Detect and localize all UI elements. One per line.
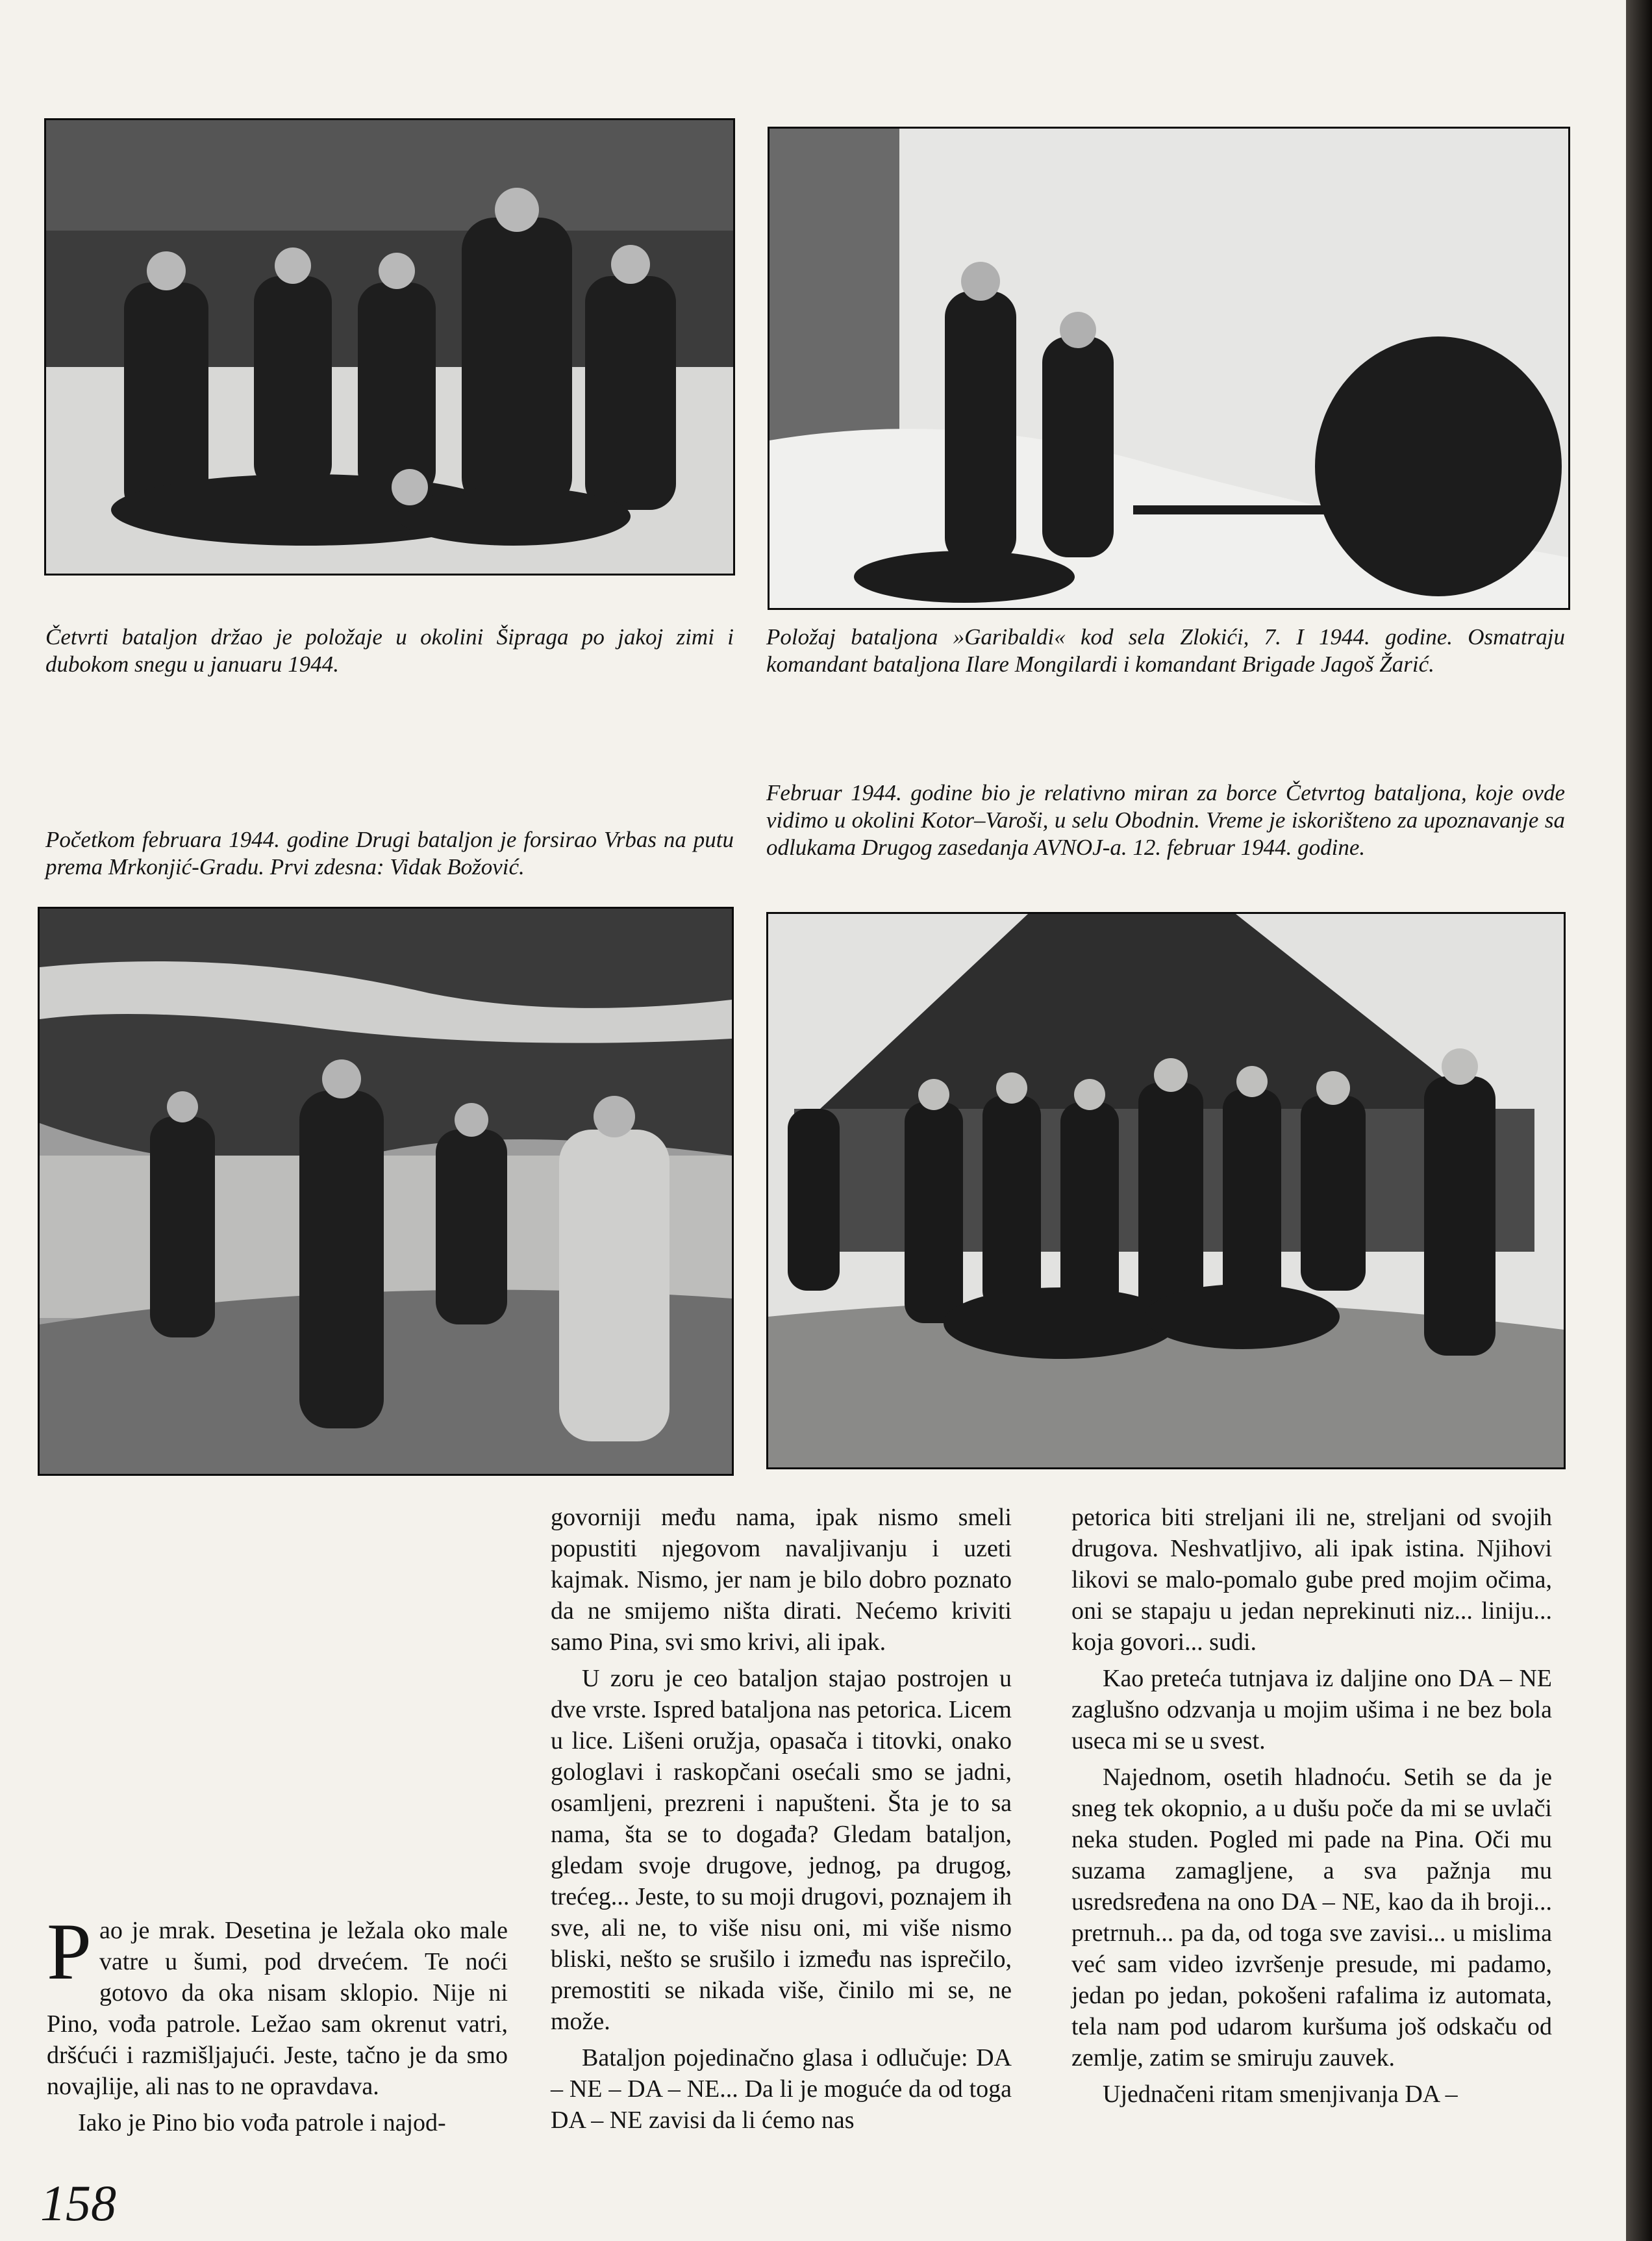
paragraph: U zoru je ceo bataljon stajao postrojen u dve vrste. Ispred bataljona nas petorica. Licem u lice. Lišeni oružja, opasača i titovki, onako gologlavi i raskopčani osećali smo se jadni, osamljeni, prezreni i napušteni. Šta je to sa nama, šta se to događa? Gledam bataljon, gledam svoje drugove, jednog, pa drugog, trećeg... Jeste, to su moji drugovi, poznajem ih sve, ali ne, to više nisu oni, mi više nismo bliski, nešto se srušilo i između nas isprečilo, premostiti se nikada više, činilo mi se, ne može. (551, 1665, 1012, 2035)
caption-top-left: Četvrti bataljon držao je položaje u okolini Šipraga po jakoj zimi i dubokom snegu u januaru 1944. (45, 624, 734, 677)
caption-mid-left: Početkom februara 1944. godine Drugi bataljon je forsirao Vrbas na putu prema Mrkonjić-Gradu. Prvi zdesna: Vidak Božović. (45, 827, 734, 880)
page-number: 158 (40, 2175, 116, 2231)
paragraph: govorniji među nama, ipak nismo smeli popustiti njegovom navaljivanju i uzeti kajmak. Nismo, jer nam je bilo dobro poznato da ne smijemo ništa dirati. Nećemo kriviti samo Pina, svi smo krivi, ali ipak. (551, 1504, 1012, 1656)
caption-mid-right: Februar 1944. godine bio je relativno miran za borce Četvrtog bataljona, koje ovde vidimo u okolini Kotor–Varoši, u selu Obodnin. Vreme je iskorišteno za upoznavanje sa odlukama Drugog zasedanja AVNOJ-a. 12. februar 1944. godine. (766, 780, 1565, 860)
photo-battalion-snow (44, 118, 735, 576)
paragraph: Iako je Pino bio vođa patrole i najod- (78, 2109, 446, 2136)
photo-garibaldi-position (768, 127, 1570, 610)
paragraph: Bataljon pojedinačno glasa i odlučuje: DA – NE – DA – NE... Da li je moguće da od toga DA – NE zavisi da li ćemo nas (551, 2044, 1012, 2134)
photo-vrbas-crossing (38, 907, 734, 1476)
paragraph: petorica biti streljani ili ne, streljani od svojih drugova. Neshvatljivo, ali ipak istina. Njihovi likovi se malo-pomalo gube pred mojim očima, oni se stapaju u jedan neprekinuti niz... liniju... koja govori... sudi. (1071, 1504, 1552, 1656)
text-column-3 (1071, 1502, 1552, 2115)
caption-top-right: Položaj bataljona »Garibaldi« kod sela Zlokići, 7. I 1944. godine. Osmatraju komandant bataljona Ilare Mongilardi i komandant Brigade Jagoš Žarić. (766, 624, 1565, 677)
paragraph: Kao preteća tutnjava iz daljine ono DA – NE zaglušno odzvanja u mojim ušima i ne bez bola useca mi se u svest. (1071, 1665, 1552, 1754)
text-column-1 (47, 1907, 508, 2144)
paragraph: Najednom, osetih hladnoću. Setih se da je sneg tek okopnio, a u dušu poče da mi se uvlači neka studen. Pogled mi pade na Pina. Oči mu suzama zamagljene, a sva pažnja mu usredsređena na ono DA – NE, kao da ih broji... pretrnuh... pa da, od toga sve zavisi... u mislima već sam video izvršenje presude, mi padamo, jedan po jedan, pokošeni rafalima iz automata, tela nam pod udarom kuršuma još odskaču od zemlje, zatim se smiruju zauvek. (1071, 1764, 1552, 2071)
page-binding-edge (1626, 0, 1652, 2241)
paragraph-text: ao je mrak. Desetina je ležala oko male vatre u šumi, pod drvećem. Te noći gotovo da oka nisam sklopio. Nije ni Pino, vođa patrole. Ležao sam okrenut vatri, dršćući i razmišljajući. Jeste, tačno je da smo novajlije, ali nas to ne opravdava. (47, 1917, 508, 2100)
paragraph (47, 1907, 508, 2102)
drop-cap: P (47, 1907, 92, 1996)
photo-obodnin-group (766, 912, 1566, 1469)
text-column-2 (551, 1502, 1012, 2141)
paragraph: Ujednačeni ritam smenjivanja DA – (1103, 2081, 1458, 2108)
